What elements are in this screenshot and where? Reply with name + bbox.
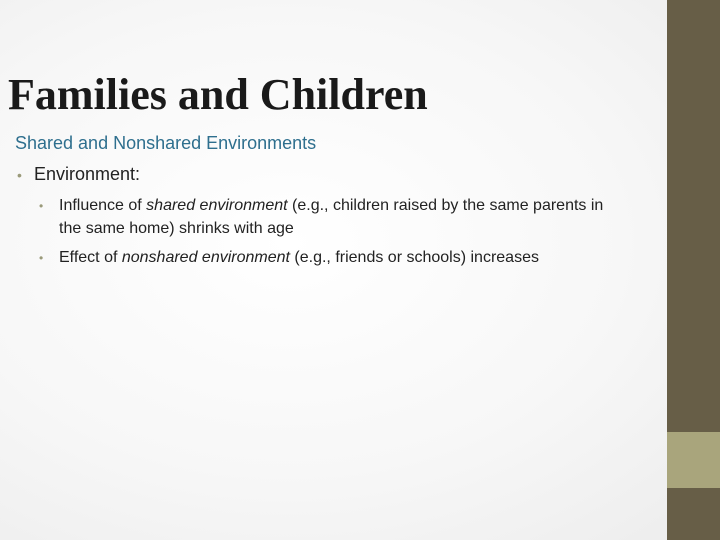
sub-bullet-text	[59, 194, 610, 240]
sub-bullet-text	[59, 246, 610, 269]
sub-bullet-marker: •	[39, 251, 44, 265]
text-after: (e.g., friends or schools) increases	[289, 249, 539, 266]
sidebar-band-top	[667, 0, 720, 432]
bullet-marker: •	[17, 167, 22, 183]
sidebar-band-middle	[667, 432, 720, 488]
sub-bullet-nonshared	[40, 246, 610, 269]
text-emphasis: nonshared environment	[121, 249, 290, 266]
sidebar-band-bottom	[667, 488, 720, 540]
text-emphasis: shared environment	[146, 197, 288, 214]
decorative-sidebar	[667, 0, 720, 540]
text-before: Effect of	[59, 249, 122, 266]
slide-subtitle: Shared and Nonshared Environments	[15, 133, 317, 153]
text-after: (e.g., children raised by the same parents in the same home) shrinks with age	[59, 197, 604, 237]
sub-bullet-shared	[40, 194, 610, 240]
text-before: Influence of	[59, 197, 147, 214]
bullet-text: Environment:	[34, 164, 141, 184]
slide-title: Families and Children	[8, 70, 428, 120]
sub-bullet-marker: •	[39, 199, 44, 213]
